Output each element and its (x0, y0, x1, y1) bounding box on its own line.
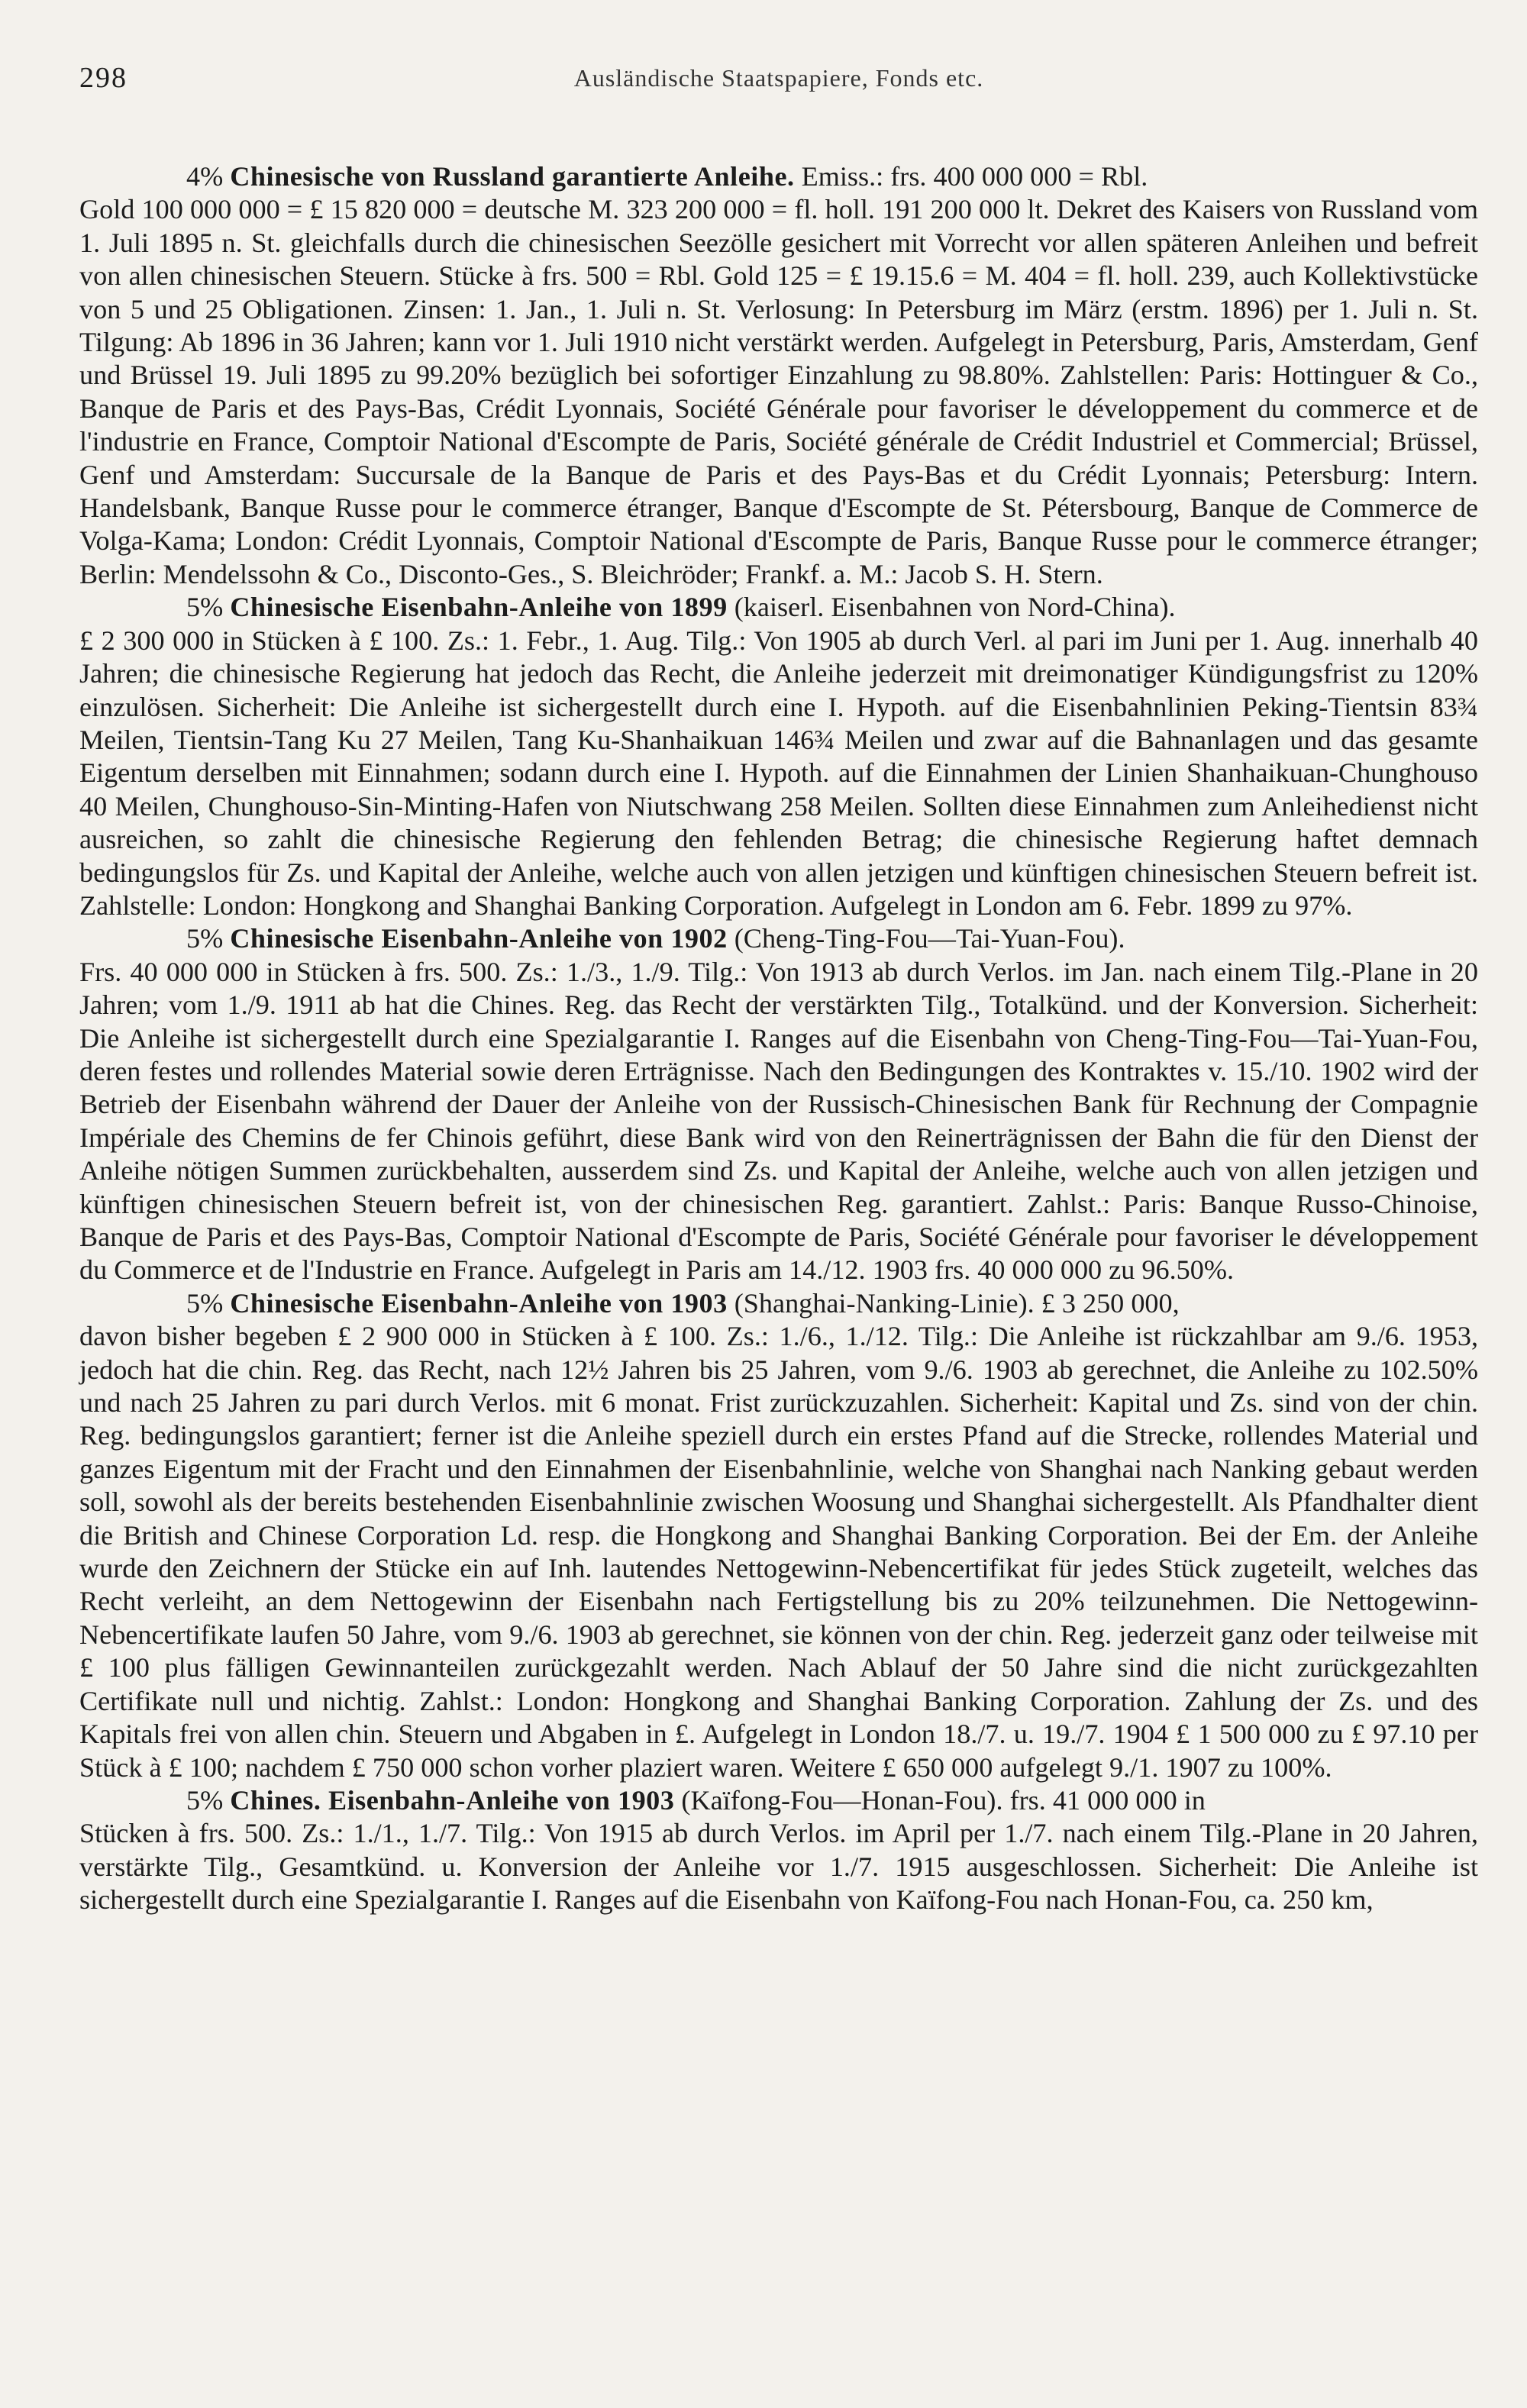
bond-entry (79, 160, 1478, 591)
bond-entry (79, 1784, 1478, 1917)
bond-heading-rest: (Cheng-Ting-Fou—Tai-Yuan-Fou). (727, 923, 1125, 954)
bond-rate: 5% (186, 592, 224, 623)
bond-name: Chinesische Eisenbahn-Anleihe von 1903 (230, 1287, 728, 1319)
bond-description: Frs. 40 000 000 in Stücken à frs. 500. Zs.: 1./3., 1./9. Tilg.: Von 1913 ab durch Verlos. im Jan. nach einem Tilg.-Plane in 20 Jahren; vom 1./9. 1911 ab hat die Chines. Reg. das Recht der verstärkten Tilg., Totalkünd. und der Konversion. Sicherheit: Die Anleihe ist sichergestellt durch eine Spezialgarantie I. Ranges auf die Eisenbahn von Cheng-Ting-Fou—Tai-Yuan-Fou, deren festes und rollendes Material sowie deren Erträgnisse. Nach den Bedingungen des Kontraktes v. 15./10. 1902 wird der Betrieb der Eisenbahn während der Dauer der Anleihe von der Russisch-Chinesischen Bank für Rechnung der Compagnie Impériale des Chemins de fer Chinois geführt, diese Bank wird von den Reinerträgnissen der Bahn die für den Dienst der Anleihe nötigen Summen zurückbehalten, ausserdem sind Zs. und Kapital der Anleihe, welche auch von allen jetzigen und künftigen chinesischen Steuern befreit ist, von der chinesischen Reg. garantiert. Zahlst.: Paris: Banque Russo-Chinoise, Banque de Paris et des Pays-Bas, Comptoir National d'Escompte de Paris, Société Générale pour favoriser le développement du Commerce et de l'Industrie en France. Aufgelegt in Paris am 14./12. 1903 frs. 40 000 000 zu 96.50%. (79, 956, 1478, 1286)
page-number: 298 (79, 62, 128, 94)
entry-heading (79, 1287, 1478, 1320)
bond-description: Gold 100 000 000 = £ 15 820 000 = deutsche M. 323 200 000 = fl. holl. 191 200 000 lt. Dekret des Kaisers von Russland vom 1. Juli 1895 n. St. gleichfalls durch die chinesischen Seezölle gesichert mit Vorrecht vor allen späteren Anleihen und befreit von allen chinesischen Steuern. Stücke à frs. 500 = Rbl. Gold 125 = £ 19.15.6 = M. 404 = fl. holl. 239, auch Kollektivstücke von 5 und 25 Obligationen. Zinsen: 1. Jan., 1. Juli n. St. Verlosung: In Petersburg im März (erstm. 1896) per 1. Juli n. St. Tilgung: Ab 1896 in 36 Jahren; kann vor 1. Juli 1910 nicht verstärkt werden. Aufgelegt in Petersburg, Paris, Amsterdam, Genf und Brüssel 19. Juli 1895 zu 99.20% bezüglich bei sofortiger Einzahlung zu 98.80%. Zahlstellen: Paris: Hottinguer & Co., Banque de Paris et des Pays-Bas, Crédit Lyonnais, Société Générale pour favoriser le développement du commerce et de l'industrie en France, Comptoir National d'Escompte de Paris, Société générale de Crédit Industriel et Commercial; Brüssel, Genf und Amsterdam: Succursale de la Banque de Paris et des Pays-Bas et du Crédit Lyonnais; Petersburg: Intern. Handelsbank, Banque Russe pour le commerce étranger, Banque d'Escompte de St. Pétersbourg, Banque de Commerce de Volga-Kama; London: Crédit Lyonnais, Comptoir National d'Escompte de Paris, Banque Russe pour le commerce étranger; Berlin: Mendelssohn & Co., Disconto-Ges., S. Bleichröder; Frankf. a. M.: Jacob S. H. Stern. (79, 194, 1478, 589)
bond-rate: 4% (186, 161, 224, 192)
bond-entry (79, 922, 1478, 1286)
bond-heading-rest: (kaiserl. Eisenbahnen von Nord-China). (727, 592, 1176, 623)
entry-heading (79, 1784, 1478, 1817)
entry-heading (79, 922, 1478, 955)
bond-entry (79, 1287, 1478, 1784)
bond-entry (79, 591, 1478, 922)
entry-heading (79, 160, 1478, 193)
bond-description: £ 2 300 000 in Stücken à £ 100. Zs.: 1. Febr., 1. Aug. Tilg.: Von 1905 ab durch Verl. al pari im Juni per 1. Aug. innerhalb 40 Jahren; die chinesische Regierung hat jedoch das Recht, die Anleihe jederzeit mit dreimonatiger Kündigungsfrist zu 120% einzulösen. Sicherheit: Die Anleihe ist sichergestellt durch eine I. Hypoth. auf die Eisenbahnlinien Peking-Tientsin 83¾ Meilen, Tientsin-Tang Ku 27 Meilen, Tang Ku-Shanhaikuan 146¾ Meilen und zwar auf die Bahnanlagen und das gesamte Eigentum derselben mit Einnahmen; sodann durch eine I. Hypoth. auf die Einnahmen der Linien Shanhaikuan-Chunghouso 40 Meilen, Chunghouso-Sin-Minting-Hafen von Niutschwang 258 Meilen. Sollten diese Einnahmen zum Anleihedienst nicht ausreichen, so zahlt die chinesische Regierung den fehlenden Betrag; die chinesische Regierung haftet demnach bedingungslos für Zs. und Kapital der Anleihe, welche auch von allen jetzigen und künftigen chinesischen Steuern befreit ist. Zahlstelle: London: Hongkong and Shanghai Banking Corporation. Aufgelegt in London am 6. Febr. 1899 zu 97%. (79, 625, 1478, 921)
entry-heading (79, 591, 1478, 624)
running-title: Ausländische Staatspapiere, Fonds etc. (573, 64, 984, 92)
bond-rate: 5% (186, 923, 224, 954)
bond-rate: 5% (186, 1287, 224, 1319)
page-header (79, 61, 1478, 107)
bond-name: Chines. Eisenbahn-Anleihe von 1903 (230, 1784, 675, 1816)
bond-heading-rest: (Shanghai-Nanking-Linie). £ 3 250 000, (727, 1287, 1180, 1319)
bond-name: Chinesische von Russland garantierte Anleihe. (230, 161, 795, 192)
bond-name: Chinesische Eisenbahn-Anleihe von 1902 (230, 923, 728, 954)
bond-rate: 5% (186, 1784, 224, 1816)
bond-description: Stücken à frs. 500. Zs.: 1./1., 1./7. Tilg.: Von 1915 ab durch Verlos. im April per 1./7. nach einem Tilg.-Plane in 20 Jahren, verstärkte Tilg., Gesamtkünd. u. Konversion der Anleihe vor 1./7. 1915 ausgeschlossen. Sicherheit: Die Anleihe ist sichergestellt durch eine Spezialgarantie I. Ranges auf die Eisenbahn von Kaïfong-Fou nach Honan-Fou, ca. 250 km, (79, 1818, 1478, 1916)
bond-heading-rest: Emiss.: frs. 400 000 000 = Rbl. (794, 161, 1148, 192)
bond-name: Chinesische Eisenbahn-Anleihe von 1899 (230, 592, 728, 623)
bond-heading-rest: (Kaïfong-Fou—Honan-Fou). frs. 41 000 000 in (674, 1784, 1206, 1816)
bond-description: davon bisher begeben £ 2 900 000 in Stücken à £ 100. Zs.: 1./6., 1./12. Tilg.: Die Anleihe ist rückzahlbar am 9./6. 1953, jedoch hat die chin. Reg. das Recht, nach 12½ Jahren bis 25 Jahren, vom 9./6. 1903 ab gerechnet, die Anleihe zu 102.50% und nach 25 Jahren zu pari durch Verlos. mit 6 monat. Frist zurückzuzahlen. Sicherheit: Kapital und Zs. sind von der chin. Reg. bedingungslos garantiert; ferner ist die Anleihe speziell durch ein erstes Pfand auf die Strecke, rollendes Material und ganzes Eigentum mit der Fracht und den Einnahmen der Eisenbahnlinie, welche von Shanghai nach Nanking gebaut werden soll, sowohl als der bereits bestehenden Eisenbahnlinie zwischen Woosung und Shanghai sichergestellt. Als Pfandhalter dient die British and Chinese Corporation Ld. resp. die Hongkong and Shanghai Banking Corporation. Bei der Em. der Anleihe wurde den Zeichnern der Stücke ein auf Inh. lautendes Nettogewinn-Nebencertifikat für jedes Stück zugeteilt, welches das Recht verleiht, an dem Nettogewinn der Eisenbahn nach Fertigstellung bis zu 20% teilzunehmen. Die Nettogewinn-Nebencertifikate laufen 50 Jahre, vom 9./6. 1903 ab gerechnet, sie können von der chin. Reg. jederzeit ganz oder teilweise mit £ 100 plus fälligen Gewinnanteilen zurückgezahlt werden. Nach Ablauf der 50 Jahre sind die nicht zurückgezahlten Certifikate null und nichtig. Zahlst.: London: Hongkong and Shanghai Banking Corporation. Zahlung der Zs. und des Kapitals frei von allen chin. Steuern und Abgaben in £. Aufgelegt in London 18./7. u. 19./7. 1904 £ 1 500 000 zu £ 97.10 per Stück à £ 100; nachdem £ 750 000 schon vorher plaziert waren. Weitere £ 650 000 aufgelegt 9./1. 1907 zu 100%. (79, 1321, 1478, 1783)
bond-entries (79, 160, 1478, 1917)
